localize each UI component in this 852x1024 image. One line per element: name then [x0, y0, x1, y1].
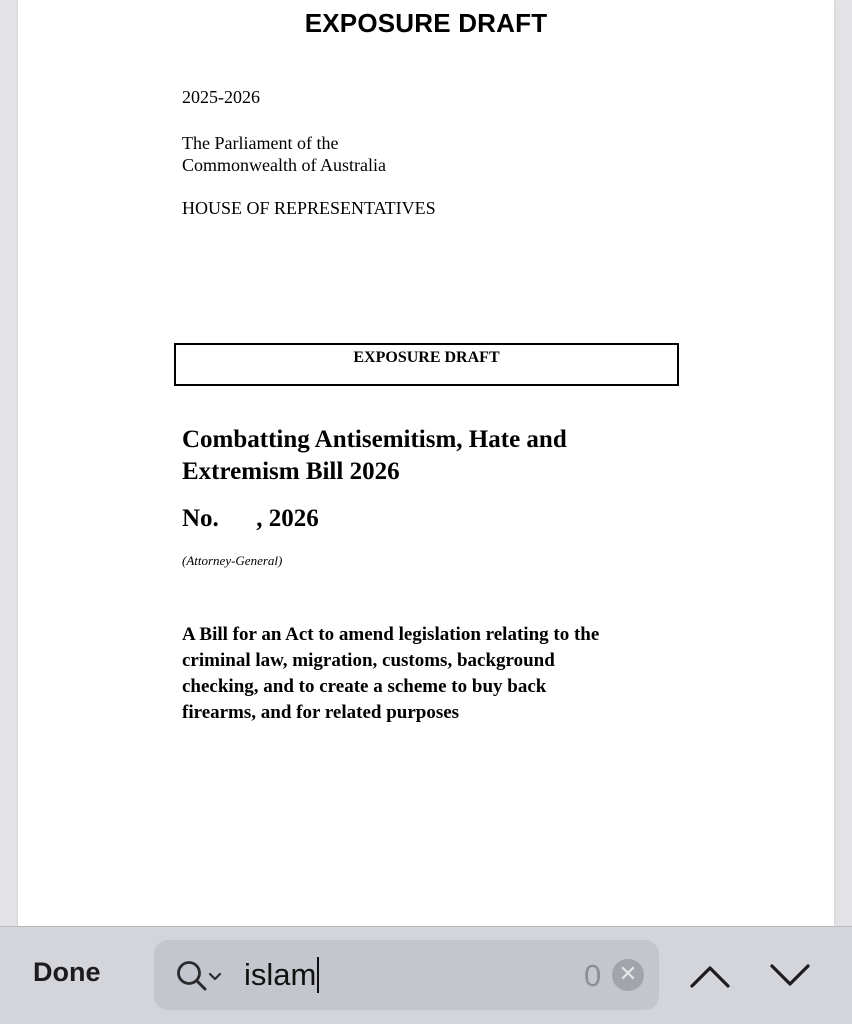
- parliament-name: [182, 132, 386, 176]
- find-query-text[interactable]: [244, 957, 319, 993]
- parliament-line-1: The Parliament of the: [182, 133, 339, 153]
- document-page: [18, 0, 834, 926]
- parliament-line-2: Commonwealth of Australia: [182, 155, 386, 175]
- magnifier-dropdown-icon[interactable]: [176, 960, 212, 990]
- exposure-draft-box: [174, 343, 679, 386]
- previous-match-button[interactable]: [688, 954, 732, 994]
- long-title-line-1: A Bill for an Act to amend legislation relating to the: [182, 624, 600, 645]
- match-count: 0: [584, 958, 602, 993]
- house-name: HOUSE OF REPRESENTATIVES: [182, 198, 436, 218]
- bill-number: No. , 2026: [182, 505, 319, 532]
- clear-icon[interactable]: ✕: [612, 959, 644, 991]
- chevron-down-icon: [768, 954, 812, 994]
- bill-long-title: [182, 622, 682, 726]
- session-years: 2025-2026: [182, 87, 260, 107]
- long-title-line-4: firearms, and for related purposes: [182, 702, 460, 723]
- page-header: EXPOSURE DRAFT: [304, 8, 548, 38]
- text-caret: [317, 957, 319, 993]
- bill-title: [182, 424, 652, 488]
- bill-sponsor: (Attorney-General): [182, 553, 283, 568]
- bill-title-line-2: Extremism Bill 2026: [182, 458, 400, 485]
- exposure-draft-label: EXPOSURE DRAFT: [353, 349, 500, 366]
- find-bar: [0, 926, 852, 1024]
- find-query-value: islam: [244, 957, 317, 992]
- find-search-field[interactable]: [154, 940, 659, 1010]
- long-title-line-2: criminal law, migration, customs, background: [182, 650, 555, 671]
- chevron-up-icon: [688, 954, 732, 994]
- bill-title-line-1: Combatting Antisemitism, Hate and: [182, 426, 567, 453]
- long-title-line-3: checking, and to create a scheme to buy back: [182, 676, 547, 697]
- next-match-button[interactable]: [768, 954, 812, 994]
- done-button[interactable]: Done: [33, 957, 101, 987]
